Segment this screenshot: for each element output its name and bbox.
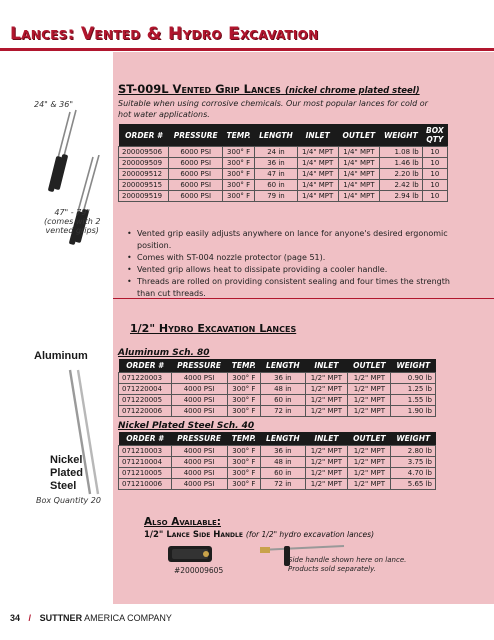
table-cell: 1/2" MPT <box>348 395 391 406</box>
table-cell: 071210004 <box>119 457 172 468</box>
feature-bullet: • Vented grip allows heat to dissipate providing a cooler handle. <box>127 264 457 276</box>
table-cell: 300° F <box>227 384 261 395</box>
table-cell: 071220003 <box>119 373 172 384</box>
table-cell: 1.46 lb <box>380 158 423 169</box>
nickel-table-header <box>119 432 436 446</box>
table-row <box>119 468 436 479</box>
table-cell: 1/2" MPT <box>348 446 391 457</box>
side-handle-part-number: #200009605 <box>174 566 224 575</box>
nickel-spec-table <box>118 432 436 490</box>
table-cell: 0.90 lb <box>391 373 436 384</box>
table-cell: 071220006 <box>119 406 172 417</box>
col-pressure: PRESSURE <box>169 124 223 147</box>
table-cell: 300° F <box>222 180 254 191</box>
table-row <box>119 147 448 158</box>
table-cell: 1/2" MPT <box>305 479 348 490</box>
company-name: AMERICA COMPANY <box>82 613 172 623</box>
col-pressure: PRESSURE <box>171 359 227 373</box>
aluminum-spec-table <box>118 359 436 417</box>
table-cell: 1.08 lb <box>380 147 423 158</box>
page-footer <box>10 613 172 623</box>
brand-name: SUTTNER <box>39 613 83 623</box>
side-handle-note: Side handle shown here on lance. Products sold separately. <box>288 556 407 573</box>
col-inlet: INLET <box>305 359 348 373</box>
table-cell: 1/2" MPT <box>305 468 348 479</box>
table-cell: 4000 PSI <box>171 468 227 479</box>
col-length: LENGTH <box>261 432 305 446</box>
table-cell: 10 <box>422 180 447 191</box>
table-cell: 6000 PSI <box>169 169 223 180</box>
table-cell: 1/2" MPT <box>348 468 391 479</box>
col-pressure: PRESSURE <box>171 432 227 446</box>
table-row <box>119 406 436 417</box>
table-cell: 79 in <box>255 191 297 202</box>
table-cell: 1/2" MPT <box>305 384 348 395</box>
table-cell: 300° F <box>227 406 261 417</box>
table-cell: 071220004 <box>119 384 172 395</box>
box-quantity-note: Box Quantity 20 <box>36 496 101 505</box>
table-cell: 1/2" MPT <box>348 479 391 490</box>
table-cell: 1/2" MPT <box>305 373 348 384</box>
table-cell: 36 in <box>261 373 305 384</box>
col-weight: WEIGHT <box>380 124 423 147</box>
col-weight: WEIGHT <box>391 359 436 373</box>
table-cell: 10 <box>422 169 447 180</box>
table-cell: 2.94 lb <box>380 191 423 202</box>
table-cell: 300° F <box>227 395 261 406</box>
table-cell: 300° F <box>227 446 261 457</box>
table-cell: 6000 PSI <box>169 158 223 169</box>
table-row <box>119 479 436 490</box>
table-cell: 071220005 <box>119 395 172 406</box>
table-cell: 1/2" MPT <box>305 446 348 457</box>
table-cell: 1/4" MPT <box>297 169 338 180</box>
col-temp: TEMP. <box>227 359 261 373</box>
col-order: ORDER # <box>119 432 172 446</box>
nickel-subtitle: Nickel Plated Steel Sch. 40 <box>118 421 255 431</box>
table-cell: 1/4" MPT <box>297 191 338 202</box>
table-cell: 60 in <box>261 395 305 406</box>
table-cell: 6000 PSI <box>169 180 223 191</box>
table-cell: 1/4" MPT <box>297 147 338 158</box>
col-length: LENGTH <box>261 359 305 373</box>
aluminum-subtitle: Aluminum Sch. 80 <box>118 348 210 358</box>
table-row <box>119 180 448 191</box>
hydro-section-title: 1/2" Hydro Excavation Lances <box>130 322 297 335</box>
vented-section-title: ST-009L Vented Grip Lances (nickel chrome plated steel) <box>118 82 420 96</box>
table-cell: 200009506 <box>119 147 169 158</box>
col-temp: TEMP. <box>222 124 254 147</box>
table-cell: 200009515 <box>119 180 169 191</box>
col-order: ORDER # <box>119 124 169 147</box>
table-cell: 36 in <box>261 446 305 457</box>
table-cell: 6000 PSI <box>169 147 223 158</box>
table-cell: 4000 PSI <box>171 457 227 468</box>
table-cell: 1/2" MPT <box>348 373 391 384</box>
nickel-table-body <box>119 446 436 490</box>
vented-feature-list <box>127 228 457 300</box>
feature-bullet: • Vented grip easily adjusts anywhere on lance for anyone's desired ergonomic position. <box>127 228 457 252</box>
table-cell: 1/4" MPT <box>338 191 379 202</box>
col-order: ORDER # <box>119 359 172 373</box>
table-cell: 1/4" MPT <box>338 180 379 191</box>
table-cell: 48 in <box>261 457 305 468</box>
table-cell: 4000 PSI <box>171 446 227 457</box>
table-cell: 1/4" MPT <box>297 158 338 169</box>
vented-description: Suitable when using corrosive chemicals. Our most popular lances for cold or hot water applications. <box>118 99 428 119</box>
table-cell: 3.75 lb <box>391 457 436 468</box>
table-cell: 1/2" MPT <box>305 395 348 406</box>
table-cell: 1.90 lb <box>391 406 436 417</box>
table-cell: 1.55 lb <box>391 395 436 406</box>
table-cell: 071210005 <box>119 468 172 479</box>
size-label-short: 24" & 36" <box>34 100 74 109</box>
col-outlet: OUTLET <box>348 359 391 373</box>
table-cell: 200009509 <box>119 158 169 169</box>
table-cell: 071210003 <box>119 446 172 457</box>
table-cell: 72 in <box>261 479 305 490</box>
feature-bullet: • Comes with ST-004 nozzle protector (page 51). <box>127 252 457 264</box>
table-cell: 1/4" MPT <box>338 169 379 180</box>
title-rule <box>0 48 494 51</box>
table-row <box>119 457 436 468</box>
nickel-label: Nickel Plated Steel <box>50 454 84 492</box>
table-cell: 72 in <box>261 406 305 417</box>
table-cell: 4000 PSI <box>171 479 227 490</box>
table-row <box>119 446 436 457</box>
table-cell: 1/2" MPT <box>348 457 391 468</box>
vented-spec-table <box>118 124 448 202</box>
table-cell: 300° F <box>227 373 261 384</box>
feature-bullet: • Threads are rolled on providing consistent sealing and four times the strength than cut threads. <box>127 276 457 300</box>
table-cell: 60 in <box>261 468 305 479</box>
table-cell: 1/4" MPT <box>338 158 379 169</box>
table-cell: 4000 PSI <box>171 384 227 395</box>
table-cell: 4000 PSI <box>171 373 227 384</box>
also-available-title: Also Available: <box>144 516 221 528</box>
aluminum-table-body <box>119 373 436 417</box>
table-cell: 300° F <box>227 457 261 468</box>
table-cell: 1/2" MPT <box>348 384 391 395</box>
table-row <box>119 158 448 169</box>
col-temp: TEMP. <box>227 432 261 446</box>
side-handle-image <box>166 543 216 565</box>
table-row <box>119 373 436 384</box>
table-cell: 24 in <box>255 147 297 158</box>
table-cell: 300° F <box>222 191 254 202</box>
vented-lance-long-image <box>55 155 105 255</box>
table-row <box>119 395 436 406</box>
table-cell: 1/4" MPT <box>297 180 338 191</box>
table-cell: 300° F <box>222 169 254 180</box>
table-cell: 10 <box>422 158 447 169</box>
col-box-qty: BOX QTY <box>422 124 447 147</box>
table-cell: 300° F <box>222 147 254 158</box>
table-cell: 1/4" MPT <box>338 147 379 158</box>
vented-table-body <box>119 147 448 202</box>
col-outlet: OUTLET <box>348 432 391 446</box>
table-row <box>119 384 436 395</box>
aluminum-table-header <box>119 359 436 373</box>
table-cell: 300° F <box>227 468 261 479</box>
table-cell: 300° F <box>227 479 261 490</box>
table-cell: 36 in <box>255 158 297 169</box>
table-cell: 60 in <box>255 180 297 191</box>
table-cell: 1/2" MPT <box>305 406 348 417</box>
table-cell: 200009512 <box>119 169 169 180</box>
page-number: 34 <box>10 613 21 623</box>
table-cell: 2.80 lb <box>391 446 436 457</box>
col-weight: WEIGHT <box>391 432 436 446</box>
table-row <box>119 169 448 180</box>
table-cell: 1/2" MPT <box>348 406 391 417</box>
page-title: Lances: Vented & Hydro Excavation <box>10 24 319 44</box>
table-cell: 1.25 lb <box>391 384 436 395</box>
col-outlet: OUTLET <box>338 124 379 147</box>
table-cell: 2.42 lb <box>380 180 423 191</box>
table-cell: 5.65 lb <box>391 479 436 490</box>
table-cell: 4000 PSI <box>171 395 227 406</box>
table-cell: 4000 PSI <box>171 406 227 417</box>
table-cell: 48 in <box>261 384 305 395</box>
table-cell: 300° F <box>222 158 254 169</box>
vented-table-header <box>119 124 448 147</box>
table-cell: 10 <box>422 191 447 202</box>
size-label-long: 47" - 79" (comes with 2 vented grips) <box>44 208 101 235</box>
table-cell: 4.70 lb <box>391 468 436 479</box>
col-inlet: INLET <box>297 124 338 147</box>
table-cell: 2.20 lb <box>380 169 423 180</box>
footer-separator: / <box>28 613 32 623</box>
col-inlet: INLET <box>305 432 348 446</box>
aluminum-label: Aluminum <box>34 350 88 362</box>
table-cell: 200009519 <box>119 191 169 202</box>
table-row <box>119 191 448 202</box>
table-cell: 6000 PSI <box>169 191 223 202</box>
side-handle-title: 1/2" Lance Side Handle (for 1/2" hydro excavation lances) <box>144 530 375 540</box>
table-cell: 1/2" MPT <box>305 457 348 468</box>
table-cell: 47 in <box>255 169 297 180</box>
table-cell: 071210006 <box>119 479 172 490</box>
table-cell: 10 <box>422 147 447 158</box>
col-length: LENGTH <box>255 124 297 147</box>
